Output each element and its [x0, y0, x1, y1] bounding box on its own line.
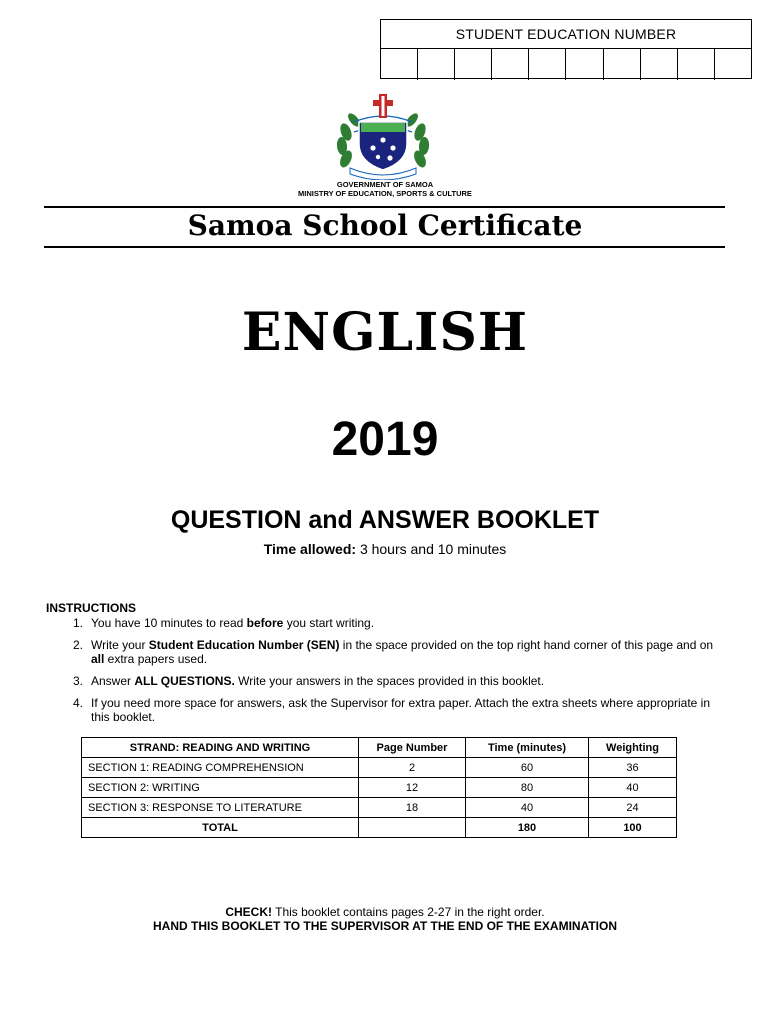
sen-digit-cell: [418, 49, 455, 80]
table-cell: 18: [359, 798, 466, 818]
instruction-number: 1.: [72, 616, 83, 630]
instruction-text-part: ALL QUESTIONS.: [134, 674, 235, 688]
instruction-number: 4.: [72, 696, 83, 710]
instruction-text-part: all: [91, 652, 105, 666]
instruction-text-part: Write your: [91, 638, 149, 652]
total-time: 180: [466, 818, 589, 838]
column-header: Time (minutes): [466, 738, 589, 758]
instruction-item: [46, 616, 726, 630]
sen-digit-cell: [715, 49, 751, 80]
instruction-number: 3.: [72, 674, 83, 688]
instruction-text-part: you start writing.: [283, 616, 375, 630]
table-cell: 80: [466, 778, 589, 798]
instruction-item: [46, 696, 726, 724]
instruction-text-part: If you need more space for answers, ask the Supervisor for extra paper. Attach the extra sheets where appropriate in this booklet.: [91, 696, 711, 724]
sen-digit-cell: [678, 49, 715, 80]
footer-notice: [0, 905, 770, 933]
sen-digit-cell: [381, 49, 418, 80]
top-rule: [44, 206, 725, 208]
certificate-title: Samoa School Certificate: [187, 209, 583, 242]
subject-title: ENGLISH: [241, 302, 529, 363]
sen-digit-cell: [604, 49, 641, 80]
instruction-item: [46, 638, 726, 666]
exam-year: 2019: [331, 413, 439, 466]
instructions-heading: INSTRUCTIONS: [46, 601, 136, 615]
instruction-item: [46, 674, 726, 688]
table-cell: 12: [359, 778, 466, 798]
total-label: TOTAL: [82, 818, 359, 838]
government-of-samoa: GOVERNMENT OF SAMOA: [336, 180, 434, 189]
table-header-row: [82, 738, 677, 758]
instruction-text-part: You have 10 minutes to read: [91, 616, 247, 630]
table-cell: 40: [589, 778, 677, 798]
instruction-text: [91, 696, 726, 724]
check-text: This booklet contains pages 2-27 in the right order.: [272, 905, 545, 919]
total-row: [82, 818, 677, 838]
time-allowed: [0, 541, 770, 557]
sen-digit-cell: [455, 49, 492, 80]
total-page: [359, 818, 466, 838]
table-row: [82, 778, 677, 798]
ministry-name: MINISTRY OF EDUCATION, SPORTS & CULTURE: [298, 189, 472, 198]
time-allowed-label: Time allowed:: [263, 541, 357, 557]
column-header: Page Number: [359, 738, 466, 758]
total-weighting: 100: [589, 818, 677, 838]
instruction-text-part: Write your answers in the spaces provided in this booklet.: [234, 674, 545, 688]
instruction-text: [91, 616, 726, 630]
column-header: STRAND: READING AND WRITING: [82, 738, 359, 758]
sen-digit-cell: [641, 49, 678, 80]
strand-table: [81, 737, 677, 838]
bottom-rule: [44, 246, 725, 248]
instruction-text-part: Student Education Number (SEN): [148, 638, 340, 652]
instruction-text: [91, 674, 726, 688]
table-cell: SECTION 1: READING COMPREHENSION: [82, 758, 359, 778]
table-cell: SECTION 2: WRITING: [82, 778, 359, 798]
instruction-text-part: before: [246, 616, 284, 630]
table-cell: 36: [589, 758, 677, 778]
instructions-list: [46, 616, 726, 732]
column-header: Weighting: [589, 738, 677, 758]
table-row: [82, 758, 677, 778]
instruction-text-part: Answer: [91, 674, 135, 688]
sen-cells: [381, 49, 751, 80]
hand-in-instruction: HAND THIS BOOKLET TO THE SUPERVISOR AT THE END OF THE EXAMINATION: [152, 919, 618, 933]
booklet-title: QUESTION and ANSWER BOOKLET: [170, 506, 600, 534]
sen-box: [380, 19, 752, 79]
instruction-text-part: extra papers used.: [104, 652, 208, 666]
table-cell: 24: [589, 798, 677, 818]
table-row: [82, 798, 677, 818]
table-cell: 40: [466, 798, 589, 818]
samoa-coat-of-arms: [332, 92, 434, 180]
table-cell: SECTION 3: RESPONSE TO LITERATURE: [82, 798, 359, 818]
check-line: [0, 905, 770, 919]
instruction-text-part: in the space provided on the top right hand corner of this page and on: [339, 638, 714, 652]
sen-digit-cell: [529, 49, 566, 80]
check-label: CHECK!: [225, 905, 273, 919]
time-allowed-value: 3 hours and 10 minutes: [359, 541, 507, 557]
instruction-text: [91, 638, 726, 666]
sen-label: STUDENT EDUCATION NUMBER: [381, 20, 751, 49]
sen-digit-cell: [566, 49, 603, 80]
sen-digit-cell: [492, 49, 529, 80]
instruction-number: 2.: [72, 638, 83, 652]
table-cell: 60: [466, 758, 589, 778]
table-cell: 2: [359, 758, 466, 778]
